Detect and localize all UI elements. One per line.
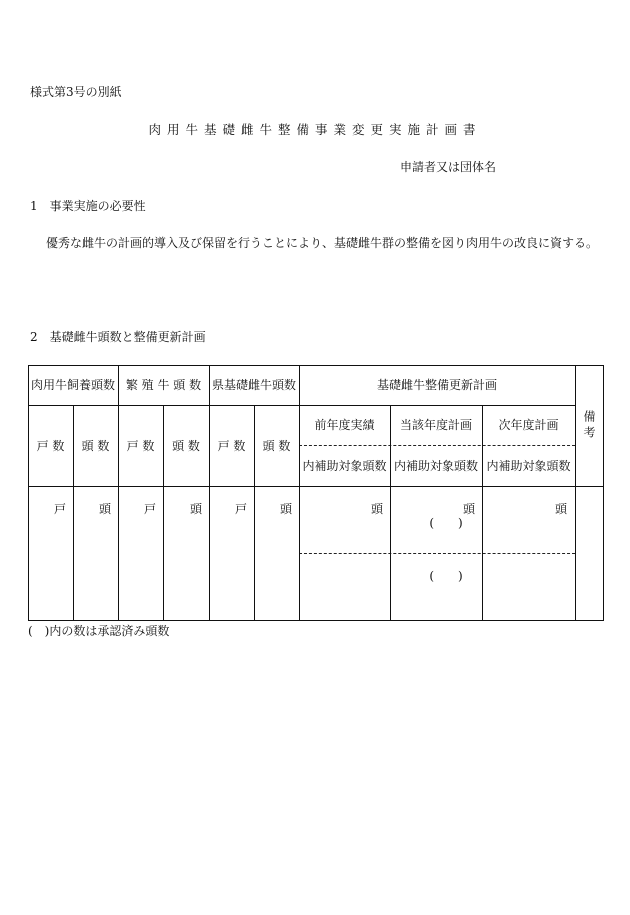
table-rule-body xyxy=(28,486,604,487)
form-label: 様式第3号の別紙 xyxy=(30,85,122,99)
section-1-heading: 1 事業実施の必要性 xyxy=(30,199,146,213)
subheader-current-year: 当該年度計画 xyxy=(399,418,472,432)
subheader-households: 戸 数 xyxy=(126,438,155,453)
document-title: 肉用牛基礎雌牛整備事業変更実施計画書 xyxy=(148,122,482,137)
unit-head: 頭 xyxy=(98,502,111,516)
unit-head: 頭 xyxy=(279,502,292,516)
approved-count-paren: ( ) xyxy=(429,569,463,583)
header-breeding-cattle: 繁 殖 牛 頭 数 xyxy=(125,378,202,392)
subheader-households: 戸 数 xyxy=(217,438,246,453)
approved-count-paren: ( ) xyxy=(429,516,463,530)
header-renewal-plan: 基礎雌牛整備更新計画 xyxy=(376,378,497,392)
footnote: ( )内の数は承認済み頭数 xyxy=(28,624,170,638)
table-border-right xyxy=(603,365,604,621)
section-2-heading: 2 基礎雌牛頭数と整備更新計画 xyxy=(30,330,206,344)
unit-head: 頭 xyxy=(370,502,383,516)
table-dash-body xyxy=(299,553,575,554)
unit-head: 頭 xyxy=(189,502,202,516)
unit-head: 頭 xyxy=(554,502,567,516)
subheader-next-year: 次年度計画 xyxy=(498,418,559,432)
subheader-prev-year: 前年度実績 xyxy=(314,418,375,432)
subheader-heads: 頭 数 xyxy=(262,438,291,453)
section-1-body: 優秀な雌牛の計画的導入及び保留を行うことにより、基礎雌牛群の整備を図り肉用牛の改良に資する。 xyxy=(46,236,599,250)
subheader-subsidy-target: 内補助対象頭数 xyxy=(302,459,387,473)
subheader-heads: 頭 数 xyxy=(172,438,200,453)
unit-household: 戸 xyxy=(143,502,156,516)
unit-head: 頭 xyxy=(462,502,475,516)
applicant-name-label: 申請者又は団体名 xyxy=(400,160,497,174)
header-beef-cattle: 肉用牛飼養頭数 xyxy=(30,378,115,392)
unit-household: 戸 xyxy=(234,502,247,516)
table-border-bottom xyxy=(28,620,604,621)
subheader-heads: 頭 数 xyxy=(81,438,110,453)
unit-household: 戸 xyxy=(53,502,66,516)
subheader-households: 戸 数 xyxy=(36,438,65,453)
subheader-subsidy-target: 内補助対象頭数 xyxy=(486,459,571,473)
header-prefectural-cows: 県基礎雌牛頭数 xyxy=(211,378,296,392)
header-remarks: 備考 xyxy=(582,409,596,442)
subheader-subsidy-target: 内補助対象頭数 xyxy=(393,459,478,473)
